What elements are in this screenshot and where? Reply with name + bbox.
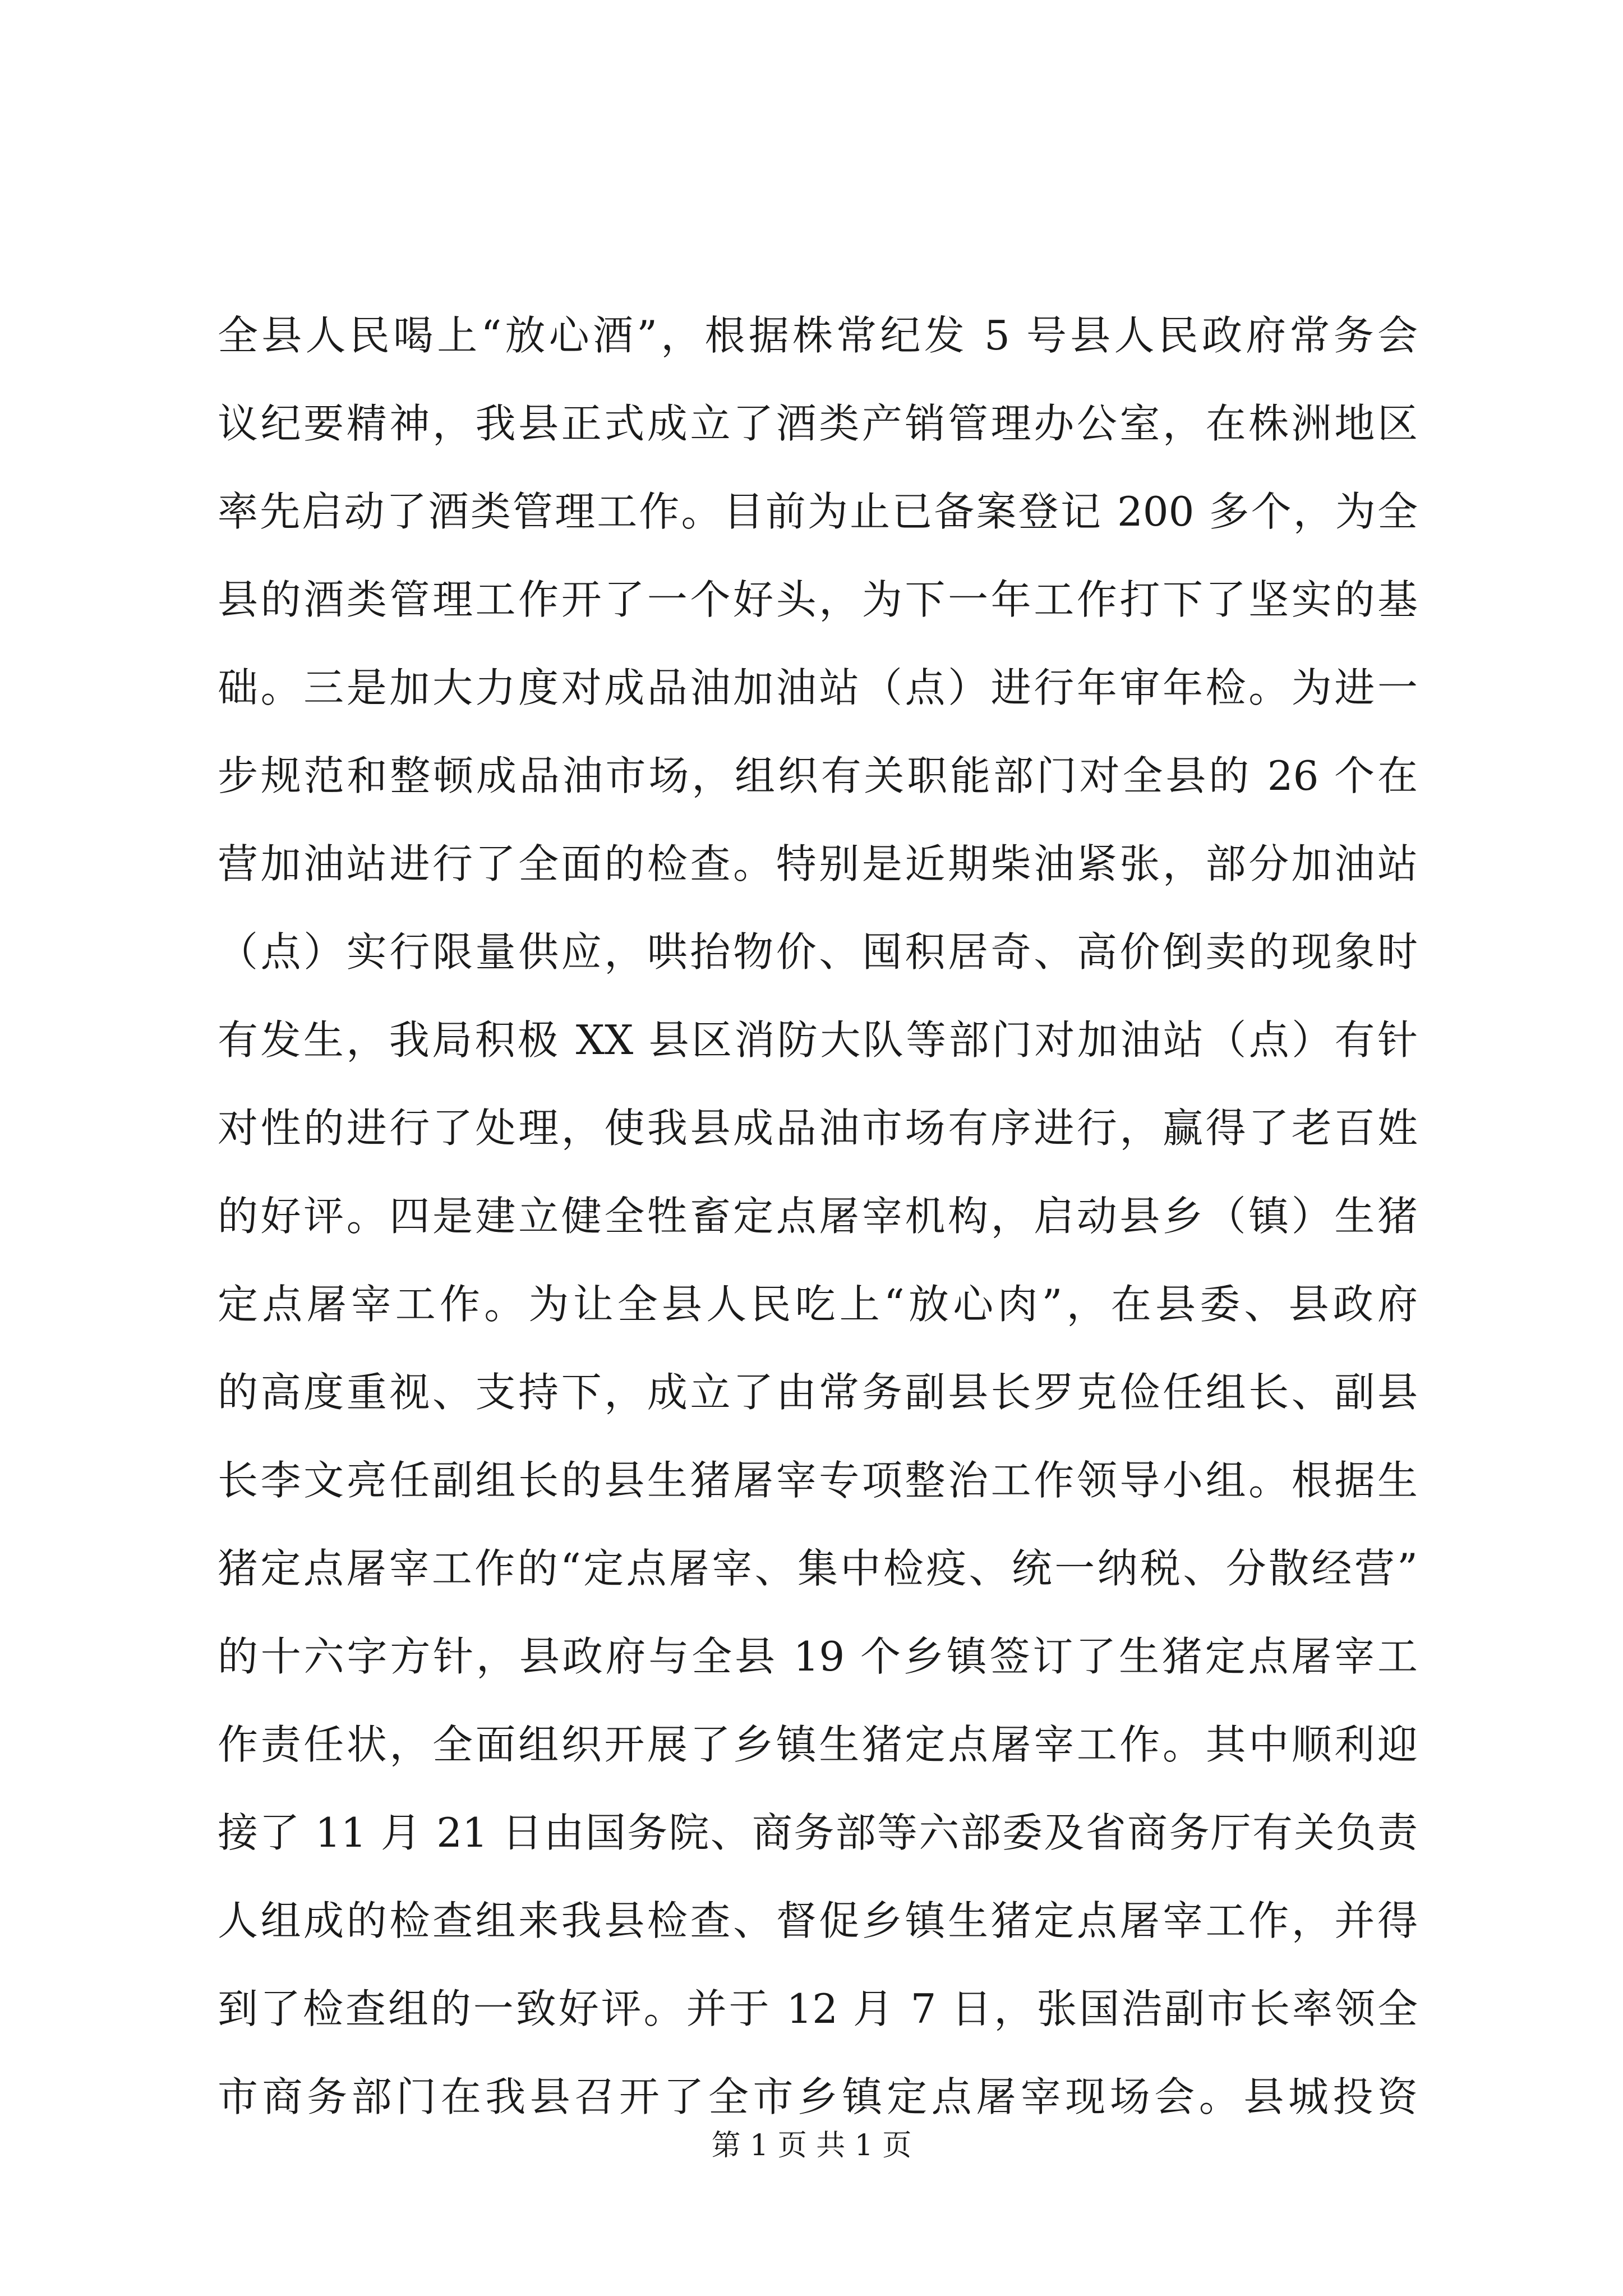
text-line: 对性的进行了处理，使我县成品油市场有序进行，赢得了老百姓 bbox=[218, 1105, 1418, 1152]
text-line: 市商务部门在我县召开了全市乡镇定点屠宰现场会。县城投资 bbox=[218, 2073, 1418, 2120]
body-text bbox=[218, 292, 1418, 2141]
text-line: 长李文亮任副组长的县生猪屠宰专项整治工作领导小组。根据生 bbox=[218, 1457, 1418, 1504]
text-line: 到了检查组的一致好评。并于 12 月 7 日，张国浩副市长率领全 bbox=[218, 1985, 1418, 2032]
text-line: 猪定点屠宰工作的“定点屠宰、集中检疫、统一纳税、分散经营” bbox=[218, 1545, 1418, 1592]
text-line: （点）实行限量供应，哄抬物价、囤积居奇、高价倒卖的现象时 bbox=[218, 928, 1418, 976]
text-line: 全县人民喝上“放心酒”，根据株常纪发 5 号县人民政府常务会 bbox=[218, 312, 1418, 359]
text-line: 人组成的检查组来我县检查、督促乡镇生猪定点屠宰工作，并得 bbox=[218, 1897, 1418, 1944]
text-line: 有发生，我局积极 XX 县区消防大队等部门对加油站（点）有针 bbox=[218, 1016, 1418, 1064]
page-footer bbox=[0, 2126, 1623, 2165]
text-line: 县的酒类管理工作开了一个好头，为下一年工作打下了坚实的基 bbox=[218, 576, 1418, 623]
text-line: 率先启动了酒类管理工作。目前为止已备案登记 200 多个，为全 bbox=[218, 488, 1418, 535]
text-line: 的好评。四是建立健全牲畜定点屠宰机构，启动县乡（镇）生猪 bbox=[218, 1193, 1418, 1240]
text-line: 的高度重视、支持下，成立了由常务副县长罗克俭任组长、副县 bbox=[218, 1369, 1418, 1416]
text-line: 议纪要精神，我县正式成立了酒类产销管理办公室，在株洲地区 bbox=[218, 400, 1418, 447]
text-line: 的十六字方针，县政府与全县 19 个乡镇签订了生猪定点屠宰工 bbox=[218, 1633, 1418, 1680]
text-line: 营加油站进行了全面的检查。特别是近期柴油紧张，部分加油站 bbox=[218, 840, 1418, 887]
page-number-label: 第 1 页 共 1 页 bbox=[711, 2129, 912, 2162]
text-line: 接了 11 月 21 日由国务院、商务部等六部委及省商务厅有关负责 bbox=[218, 1809, 1418, 1856]
text-line: 作责任状，全面组织开展了乡镇生猪定点屠宰工作。其中顺利迎 bbox=[218, 1721, 1418, 1768]
text-line: 步规范和整顿成品油市场，组织有关职能部门对全县的 26 个在 bbox=[218, 752, 1418, 799]
text-line: 础。三是加大力度对成品油加油站（点）进行年审年检。为进一 bbox=[218, 664, 1418, 711]
text-line: 定点屠宰工作。为让全县人民吃上“放心肉”，在县委、县政府 bbox=[218, 1281, 1418, 1328]
